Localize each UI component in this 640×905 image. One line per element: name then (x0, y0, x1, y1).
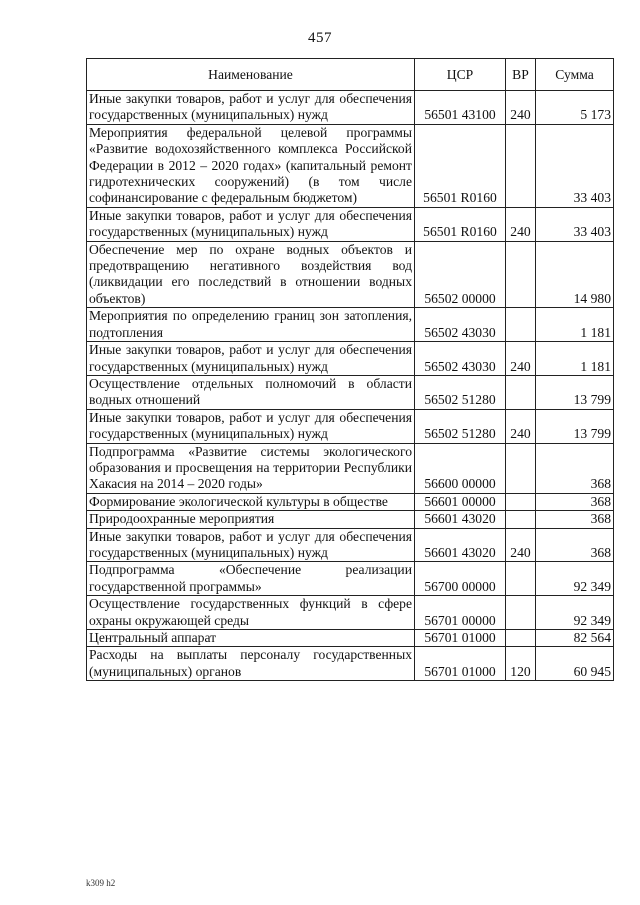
row-sum: 82 564 (536, 630, 614, 647)
row-name: Иные закупки товаров, работ и услуг для обеспечения государственных (муниципальных) нужд (87, 342, 415, 376)
row-name: Природоохранные мероприятия (87, 511, 415, 528)
row-name: Расходы на выплаты персоналу государственных (муниципальных) органов (87, 647, 415, 681)
table-row (87, 91, 614, 125)
table-row (87, 409, 614, 443)
row-csr: 56501 R0160 (415, 124, 506, 207)
row-csr: 56600 00000 (415, 443, 506, 493)
table-row (87, 562, 614, 596)
row-vr (506, 493, 536, 510)
row-sum: 1 181 (536, 308, 614, 342)
row-sum: 5 173 (536, 91, 614, 125)
row-name: Подпрограмма «Развитие системы экологического образования и просвещения на территории Республики Хакасия на 2014 – 2020 годы» (87, 443, 415, 493)
row-csr: 56502 43030 (415, 308, 506, 342)
row-name: Подпрограмма «Обеспечение реализации государственной программы» (87, 562, 415, 596)
table-row (87, 493, 614, 510)
row-sum: 1 181 (536, 342, 614, 376)
table-row (87, 647, 614, 681)
table-row (87, 124, 614, 207)
table-row (87, 511, 614, 528)
row-csr: 56701 01000 (415, 647, 506, 681)
row-vr: 240 (506, 91, 536, 125)
row-csr: 56502 51280 (415, 409, 506, 443)
budget-table (86, 58, 614, 681)
row-sum: 368 (536, 493, 614, 510)
table-row (87, 207, 614, 241)
row-sum: 60 945 (536, 647, 614, 681)
row-csr: 56502 43030 (415, 342, 506, 376)
row-csr: 56701 00000 (415, 596, 506, 630)
row-csr: 56501 R0160 (415, 207, 506, 241)
header-vr: ВР (506, 59, 536, 91)
table-row (87, 308, 614, 342)
row-sum: 33 403 (536, 207, 614, 241)
row-sum: 92 349 (536, 596, 614, 630)
table-row (87, 528, 614, 562)
header-csr: ЦСР (415, 59, 506, 91)
row-vr (506, 308, 536, 342)
row-sum: 13 799 (536, 375, 614, 409)
row-sum: 14 980 (536, 241, 614, 308)
row-vr: 240 (506, 342, 536, 376)
row-vr (506, 511, 536, 528)
table-row (87, 630, 614, 647)
row-name: Иные закупки товаров, работ и услуг для обеспечения государственных (муниципальных) нужд (87, 409, 415, 443)
row-csr: 56501 43100 (415, 91, 506, 125)
row-vr (506, 443, 536, 493)
footer-mark: k309 h2 (86, 878, 116, 888)
row-csr: 56601 43020 (415, 511, 506, 528)
table-row (87, 375, 614, 409)
row-csr: 56601 00000 (415, 493, 506, 510)
table-header-row (87, 59, 614, 91)
row-vr (506, 241, 536, 308)
row-vr: 240 (506, 207, 536, 241)
row-sum: 368 (536, 511, 614, 528)
table-row (87, 241, 614, 308)
table-row (87, 443, 614, 493)
header-sum: Сумма (536, 59, 614, 91)
row-csr: 56701 01000 (415, 630, 506, 647)
row-csr: 56700 00000 (415, 562, 506, 596)
row-sum: 33 403 (536, 124, 614, 207)
row-name: Мероприятия федеральной целевой программы «Развитие водохозяйственного комплекса Российской Федерации в 2012 – 2020 годах» (капитальный ремонт гидротехнических сооружений) (в том числе софинансирование с федеральным бюджетом) (87, 124, 415, 207)
row-vr (506, 630, 536, 647)
row-vr: 240 (506, 528, 536, 562)
row-name: Формирование экологической культуры в обществе (87, 493, 415, 510)
row-name: Осуществление отдельных полномочий в области водных отношений (87, 375, 415, 409)
row-vr (506, 596, 536, 630)
row-vr: 120 (506, 647, 536, 681)
row-name: Центральный аппарат (87, 630, 415, 647)
row-csr: 56502 00000 (415, 241, 506, 308)
row-vr: 240 (506, 409, 536, 443)
table-row (87, 342, 614, 376)
row-name: Иные закупки товаров, работ и услуг для обеспечения государственных (муниципальных) нужд (87, 91, 415, 125)
row-sum: 368 (536, 528, 614, 562)
row-csr: 56601 43020 (415, 528, 506, 562)
row-name: Осуществление государственных функций в сфере охраны окружающей среды (87, 596, 415, 630)
table-row (87, 596, 614, 630)
row-name: Мероприятия по определению границ зон затопления, подтопления (87, 308, 415, 342)
row-name: Иные закупки товаров, работ и услуг для обеспечения государственных (муниципальных) нужд (87, 528, 415, 562)
row-sum: 92 349 (536, 562, 614, 596)
header-name: Наименование (87, 59, 415, 91)
row-csr: 56502 51280 (415, 375, 506, 409)
row-sum: 13 799 (536, 409, 614, 443)
row-vr (506, 124, 536, 207)
row-name: Обеспечение мер по охране водных объектов и предотвращению негативного воздействия вод (ликвидации его последствий в отношении водных объектов) (87, 241, 415, 308)
row-sum: 368 (536, 443, 614, 493)
page-number: 457 (308, 30, 332, 46)
row-vr (506, 375, 536, 409)
row-name: Иные закупки товаров, работ и услуг для обеспечения государственных (муниципальных) нужд (87, 207, 415, 241)
row-vr (506, 562, 536, 596)
